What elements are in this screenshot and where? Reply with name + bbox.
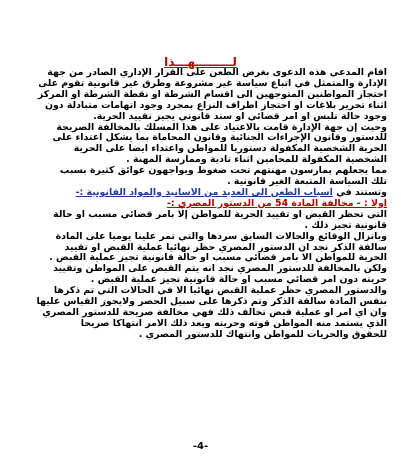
text-line: مما يجعلهم يمارسون مهنتهم تحت ضغوط ويواجهون عوائق كثيرة بسبب [59,166,387,177]
text-line: للحقوق والحريات للمواطن وانتهاك للدستور المصري . [138,329,387,340]
section-title: أسباب الطعن الى العديد من الأسانيد والمواد القانونية :- [75,187,333,198]
section-heading-line [10,188,387,199]
text-line: حريته دون أمر قضائي مسبب أو حالة قانونية تجيز عملية القبض . [90,275,387,286]
text-line: وأن أي أمر أو عملية قبض تخالف ذلك فهي مخالفة صريحة للدستور المصري [42,307,387,318]
text-line: وبانزال الوقائع والحالات السابق سردها والتي تمر علينا يوميا على المادة [55,231,387,242]
text-line: أقام المدعي هذه الدعوى بغرض الطعن على القرار الإداري الصادر من جهة [47,68,387,78]
text-line: وجود حالة تلبس أو أمر قضائي أو سند قانوني يجيز تقييد الحرية. [93,111,387,122]
document-body [10,68,387,341]
text-line: الشخصية المكفولة للمحامين أثناء تأدية وممارسة المهنة . [126,155,387,166]
text-line: للدستور وقانون الإجراءات الجنائية وقانون المحاماة بما يشكل اعتداء على [52,133,387,144]
text-line: التي تحظر القبض أو تقييد الحرية للمواطن إلا بأمر قضائي مسبب أو حالة [53,209,387,220]
paragraph-violation [10,123,387,188]
paragraph-article-54 [10,210,387,232]
paragraph-application [10,232,387,287]
text-line: سالفة الذكر نجد أن الدستور المصري حظر نهائيا عملية القبض أو تقييد [64,242,387,253]
text-line: والدستور المصري حظر عملية القبض نهائيا الا في الحالات التي تم ذكرها [53,286,387,297]
paragraph-constitution [10,286,387,341]
text-line: أثناء تحرير بلاغات أو احتجاز أطراف النزاع بمجرد وجود اتهامات متبادلة دون [44,100,387,111]
text-line: الذي يستمد منه المواطن قوته وحريته ويعد ذلك الأمر انتهاكا صريحا [80,318,387,329]
section-lead: وتستند في [336,187,387,198]
subsection-title: أولا : - مخالفة المادة 54 من الدستور المصري :- [166,198,387,209]
document-heading: لـــــــــهـــذا [164,55,237,69]
text-line: الحرية الشخصية المكفولة دستوريا للمواطن واعتداء أيضا على الحرية [73,144,387,155]
text-line: وحيث إن جهة الإدارة قامت بالاعتياد على هذا المسلك بالمخالفة الصريحة [56,122,387,133]
text-line: بنفس المادة سالفة الذكر وتم ذكرها على سبيل الحصر ولايجوز القياس عليها [36,297,387,308]
page-number: -4- [192,441,209,452]
text-line: احتجاز المواطنين المتوجهين الى اقسام الشرطة أو نقطة الشرطة أو المركز [37,89,387,100]
text-line: الإدارة والمتمثل في اتباع سياسة غير مشروعة وطرق غير قانونية تقوم على [38,78,387,89]
text-line: الحرية للمواطن الا بأمر قضائي مسبب أو حالة قانونية تجيز عملية القبض . [49,253,387,264]
text-line: قانونية تجيز ذلك . [304,220,387,231]
text-line: تلك السياسة المتبعة الغير قانونية . [227,177,387,188]
text-line: ولكن بالمخالفة للدستور المصري نجد أنه يتم القبض على المواطن وتقييد [53,264,387,275]
paragraph-claim [10,68,387,123]
